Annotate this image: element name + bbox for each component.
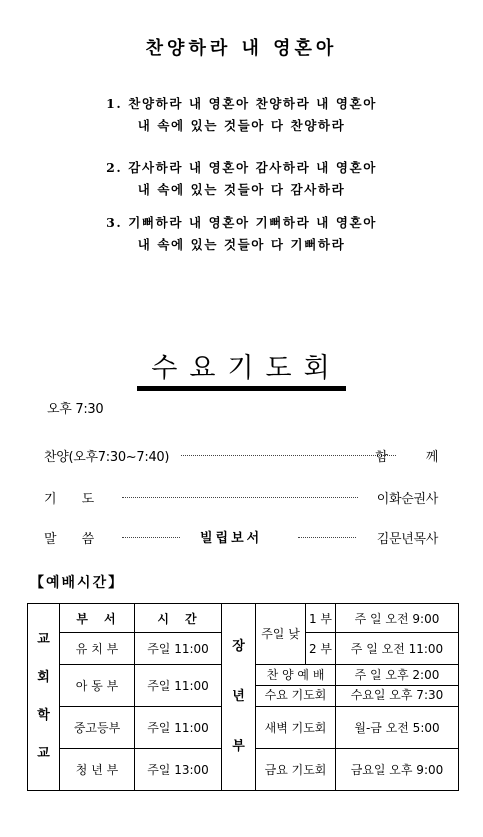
adult-service [256, 664, 336, 707]
worship-schedule-heading: 【예배시간】 [30, 575, 125, 591]
school-time: 주일 13:00 [135, 749, 222, 791]
school-dept: 중고등부 [60, 707, 135, 749]
header-time: 시간 [135, 604, 222, 633]
sunday-label: 주일 낮 [256, 604, 306, 665]
program-value: 김문년목사 [376, 532, 438, 547]
program-value: 함 께 [375, 450, 438, 465]
program-row [44, 488, 438, 508]
prayer-meeting-title [0, 346, 483, 385]
adult-time [336, 664, 459, 707]
verse-line: 2. 감사하라 내 영혼아 감사하라 내 영혼아 [106, 160, 377, 175]
leader-dots [122, 537, 180, 538]
adult-service-time: 금요일 오후 9:00 [336, 749, 459, 791]
program-label: 기 도 [44, 492, 94, 507]
verse-line: 1. 찬양하라 내 영혼아 찬양하라 내 영혼아 [106, 96, 377, 111]
program-value: 이화순권사 [376, 492, 438, 507]
program-label: 말 씀 [44, 532, 94, 547]
adult-group-label: 장년부 [232, 639, 245, 754]
worship-schedule-table [27, 603, 459, 791]
adult-service-name: 찬 양 예 배 [256, 665, 335, 686]
adult-service-name: 수요 기도회 [264, 688, 327, 703]
sunday-time: 주 일 오전 11:00 [336, 633, 459, 664]
school-dept: 유 치 부 [60, 633, 135, 664]
adult-service-name: 새벽 기도회 [256, 707, 336, 749]
meeting-time: 오후 7:30 [47, 402, 104, 417]
school-time: 주일 11:00 [135, 707, 222, 749]
leader-dots [298, 537, 356, 538]
adult-service-time: 월-금 오전 5:00 [336, 707, 459, 749]
leader-dots [181, 455, 396, 456]
program-row [44, 446, 438, 466]
program-label: 찬양(오후7:30~7:40) [44, 450, 170, 465]
verse-line: 내 속에 있는 것들아 다 감사하라 [137, 182, 346, 197]
adult-group-cell [222, 604, 256, 791]
verse-1 [0, 93, 483, 137]
school-time: 주일 11:00 [135, 633, 222, 664]
adult-service-time: 수요일 오후 7:30 [350, 688, 444, 703]
prayer-meeting-title-text: 수요기도회 [137, 353, 345, 391]
adult-service-time: 주 일 오후 2:00 [336, 665, 458, 686]
sunday-part: 1 부 [306, 604, 336, 633]
verse-line: 내 속에 있는 것들아 다 찬양하라 [137, 118, 346, 133]
school-group-cell [28, 604, 60, 791]
school-time: 주일 11:00 [135, 664, 222, 707]
sunday-time: 주 일 오전 9:00 [336, 604, 459, 633]
sunday-part: 2 부 [306, 633, 336, 664]
header-dept: 부서 [60, 604, 135, 633]
school-dept: 아 동 부 [60, 664, 135, 707]
verse-line: 3. 기뻐하라 내 영혼아 기뻐하라 내 영혼아 [106, 215, 377, 230]
song-title: 찬양하라 내 영혼아 [145, 38, 338, 59]
school-dept: 청 년 부 [60, 749, 135, 791]
program-row [44, 528, 438, 548]
verse-line: 내 속에 있는 것들아 다 기뻐하라 [137, 237, 346, 252]
verse-3 [0, 212, 483, 256]
school-group-label: 교회학교 [37, 632, 50, 761]
adult-service-name: 금요 기도회 [256, 749, 336, 791]
verse-2 [0, 157, 483, 201]
leader-dots [122, 497, 358, 498]
scripture-reference: 빌립보서 [200, 531, 263, 546]
